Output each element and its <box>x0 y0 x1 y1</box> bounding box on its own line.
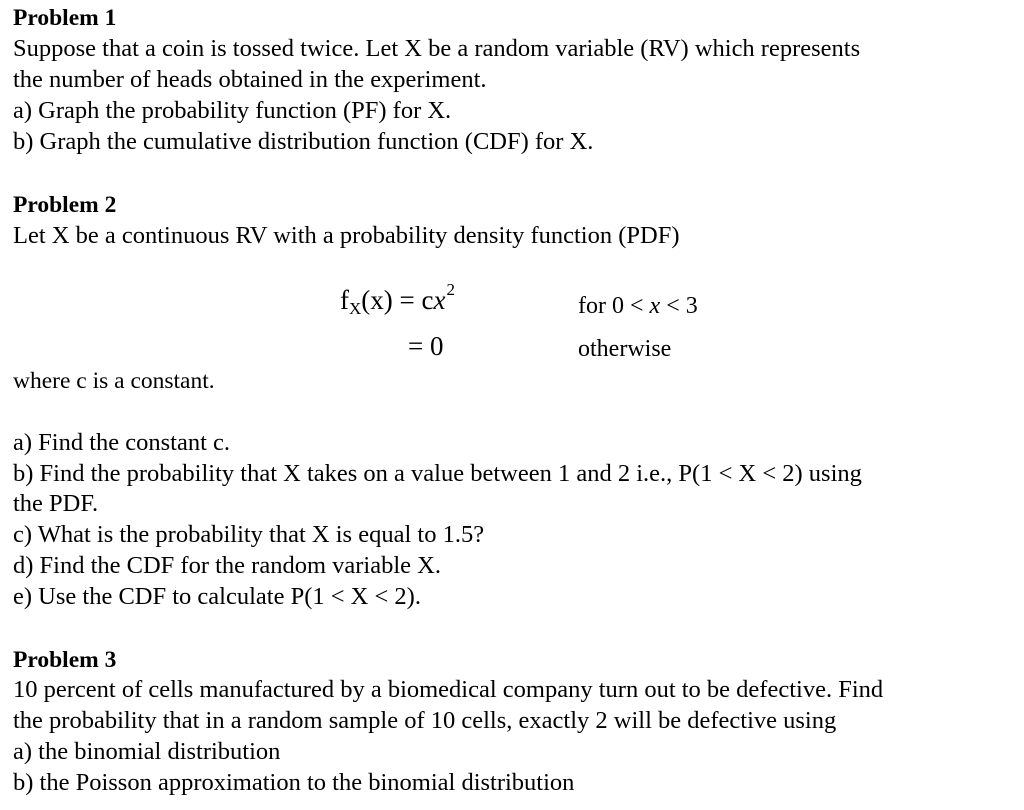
problem-3-text-line-2: the probability that in a random sample of 10 cells, exactly 2 will be defective using <box>13 707 837 734</box>
problem-2-intro: Let X be a continuous RV with a probability density function (PDF) <box>13 222 680 249</box>
problem-1-part-b: b) Graph the cumulative distribution function (CDF) for X. <box>13 128 594 155</box>
problem-2-where: where c is a constant. <box>13 368 215 394</box>
problem-3-text-line-1: 10 percent of cells manufactured by a biomedical company turn out to be defective. Find <box>13 676 884 703</box>
pdf-variable: x <box>433 285 446 315</box>
pdf-function-symbol: f <box>340 285 349 315</box>
pdf-equation-line-2: = 0 <box>408 331 444 361</box>
pdf-condition-2: otherwise <box>578 336 672 362</box>
pdf-function-subscript: X <box>349 299 362 318</box>
problem-2-part-a: a) Find the constant c. <box>13 429 231 456</box>
problem-1-heading: Problem 1 <box>13 5 117 31</box>
pdf-condition-1-suffix: < 3 <box>660 293 698 319</box>
problem-2-part-b-line-2: the PDF. <box>13 490 99 517</box>
pdf-condition-1-prefix: for 0 < <box>578 293 650 319</box>
pdf-equation-line-1 <box>340 280 455 319</box>
problem-2-heading: Problem 2 <box>13 192 117 218</box>
problem-3-part-a: a) the binomial distribution <box>13 738 281 765</box>
pdf-exponent: 2 <box>446 280 455 299</box>
problem-2-part-b-line-1: b) Find the probability that X takes on a value between 1 and 2 i.e., P(1 < X < 2) using <box>13 460 862 487</box>
problem-1-text-line-2: the number of heads obtained in the experiment. <box>13 66 487 93</box>
problem-3-part-b: b) the Poisson approximation to the binomial distribution <box>13 769 575 796</box>
problem-3-heading: Problem 3 <box>13 647 117 673</box>
pdf-condition-1 <box>578 292 698 320</box>
problem-2-part-e: e) Use the CDF to calculate P(1 < X < 2). <box>13 583 421 610</box>
pdf-condition-1-variable: x <box>649 293 661 319</box>
pdf-function-argument: (x) = c <box>361 285 434 315</box>
problem-1-part-a: a) Graph the probability function (PF) for X. <box>13 97 452 124</box>
problem-1-text-line-1: Suppose that a coin is tossed twice. Let X be a random variable (RV) which represents <box>13 35 861 62</box>
problem-2-part-c: c) What is the probability that X is equal to 1.5? <box>13 521 485 548</box>
problem-2-part-d: d) Find the CDF for the random variable X. <box>13 552 441 579</box>
